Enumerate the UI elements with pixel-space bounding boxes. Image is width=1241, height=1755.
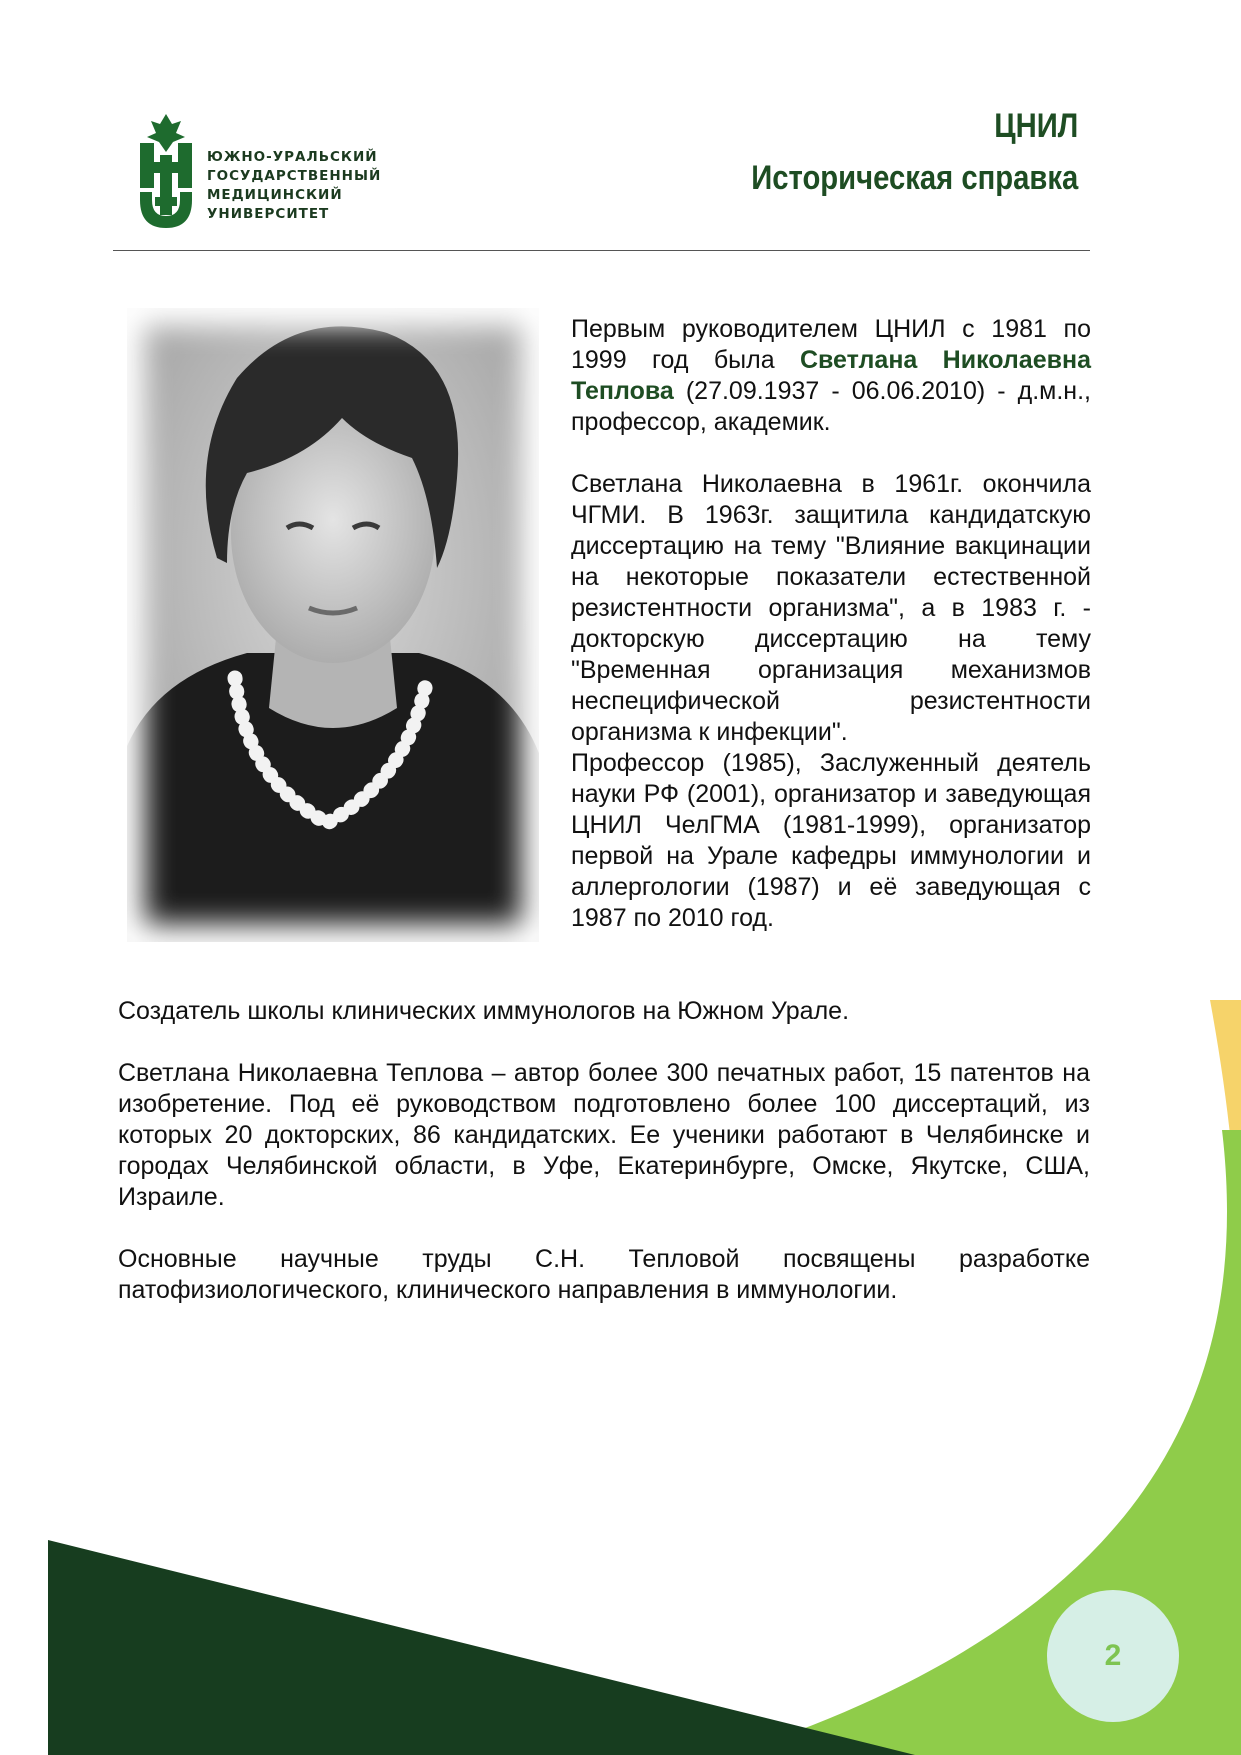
- page-header: [751, 100, 1078, 204]
- university-name-line: МЕДИЦИНСКИЙ: [207, 187, 343, 203]
- person-name: Светлана Николаевна Теплова: [571, 346, 1091, 405]
- university-name-line: ЮЖНО-УРАЛЬСКИЙ: [207, 149, 378, 165]
- header-divider: [113, 250, 1090, 251]
- university-name: [207, 148, 407, 224]
- intro-before-name: Первым руководителем ЦНИЛ с 1981 по 1999 год была: [571, 315, 1091, 374]
- university-emblem-icon: [135, 112, 197, 237]
- main-text-block: [118, 996, 1090, 1306]
- career-paragraph: Профессор (1985), Заслуженный деятель науки РФ (2001), организатор и заведующая ЦНИЛ ЧелГМА (1981-1999), организатор первой на Урале кафедры иммунологии и аллергологии (1987) и её заведующая с 1987 по 2010 год.: [571, 749, 1091, 932]
- portrait-illustration: [127, 308, 539, 942]
- page-number: 2: [1104, 1639, 1122, 1672]
- portrait-photo: [127, 308, 539, 942]
- research-paragraph: Основные научные труды С.Н. Тепловой посвящены разработке патофизиологического, клинического направления в иммунологии.: [118, 1245, 1090, 1304]
- works-paragraph: Светлана Николаевна Теплова – автор более 300 печатных работ, 15 патентов на изобретение. Под её руководством подготовлено более 100 диссертаций, из которых 20 докторских, 86 кандидатских. Ее ученики работают в Челябинске и городах Челябинской области, в Уфе, Екатеринбурге, Омске, Якутске, США, Израиле.: [118, 1059, 1090, 1211]
- university-logo: [135, 112, 395, 242]
- university-name-line: УНИВЕРСИТЕТ: [207, 206, 330, 222]
- school-paragraph: Создатель школы клинических иммунологов на Южном Урале.: [118, 997, 850, 1025]
- education-paragraph: Светлана Николаевна в 1961г. окончила ЧГМИ. В 1963г. защитила кандидатскую диссертацию на тему "Влияние вакцинации на некоторые показатели естественной резистентности организма", а в 1983 г. - докторскую диссертацию на тему "Временная организация механизмов неспецифической резистентности организма к инфекции".: [571, 470, 1091, 746]
- intro-paragraph: [571, 314, 1091, 438]
- intro-text-block: [571, 314, 1091, 934]
- page-title: ЦНИЛ: [993, 107, 1078, 145]
- university-name-line: ГОСУДАРСТВЕННЫЙ: [207, 168, 382, 184]
- page-subtitle: Историческая справка: [750, 159, 1078, 197]
- dark-green-band: [48, 1540, 915, 1755]
- page-number-badge: [1047, 1590, 1179, 1722]
- intro-after-name: (27.09.1937 - 06.06.2010) - д.м.н., профессор, академик.: [571, 377, 1091, 436]
